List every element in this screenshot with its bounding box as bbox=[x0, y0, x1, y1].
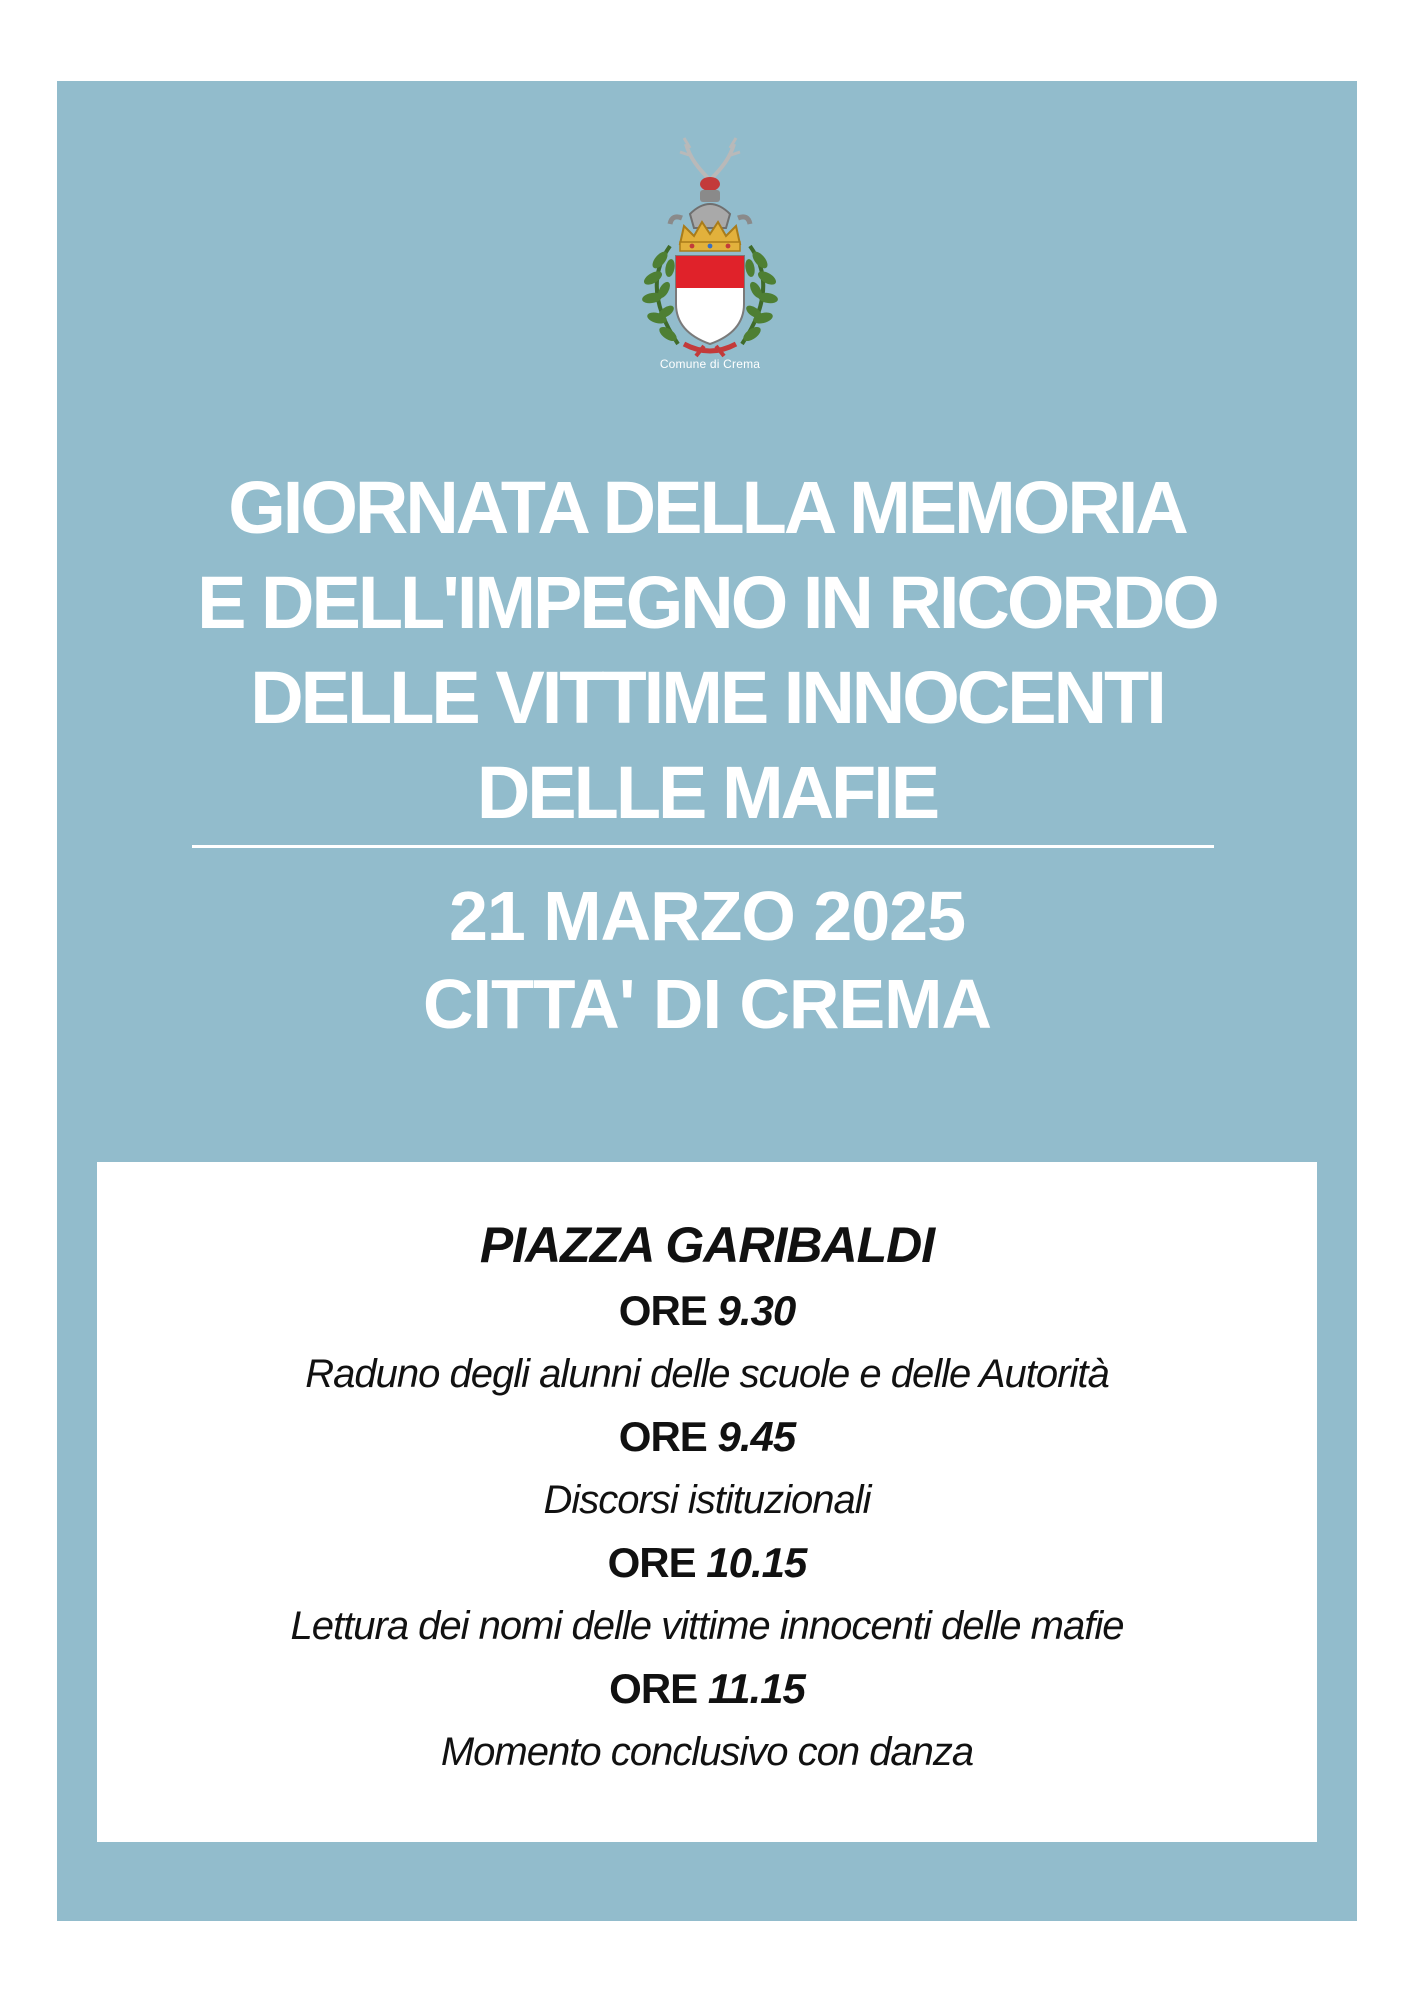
divider bbox=[192, 845, 1214, 848]
program-time bbox=[97, 1280, 1317, 1342]
time-prefix: ORE bbox=[618, 1413, 718, 1460]
time-value: 9.30 bbox=[717, 1287, 796, 1334]
program-description: Lettura dei nomi delle vittime innocenti delle mafie bbox=[290, 1604, 1124, 1648]
event-city: CITTA' DI CREMA bbox=[422, 965, 992, 1043]
program-time bbox=[97, 1532, 1317, 1594]
program-place: PIAZZA GARIBALDI bbox=[479, 1217, 935, 1273]
emblem-caption: Comune di Crema bbox=[659, 357, 761, 371]
program-box bbox=[97, 1162, 1317, 1842]
crema-coat-of-arms-icon bbox=[620, 118, 800, 368]
program-list bbox=[97, 1210, 1317, 1784]
time-value: 11.15 bbox=[707, 1665, 805, 1712]
program-description: Discorsi istituzionali bbox=[543, 1478, 871, 1522]
event-title bbox=[100, 460, 1314, 840]
time-value: 10.15 bbox=[706, 1539, 807, 1586]
title-line: DELLE MAFIE bbox=[476, 751, 938, 834]
program-time bbox=[97, 1406, 1317, 1468]
date-location bbox=[100, 872, 1314, 1048]
title-line: GIORNATA DELLA MEMORIA bbox=[228, 466, 1186, 549]
time-value: 9.45 bbox=[717, 1413, 796, 1460]
program-description: Momento conclusivo con danza bbox=[440, 1730, 974, 1774]
time-prefix: ORE bbox=[618, 1287, 718, 1334]
time-prefix: ORE bbox=[609, 1665, 708, 1712]
event-date: 21 MARZO 2025 bbox=[448, 877, 966, 955]
program-time bbox=[97, 1658, 1317, 1720]
title-line: DELLE VITTIME INNOCENTI bbox=[250, 656, 1164, 739]
title-line: E DELL'IMPEGNO IN RICORDO bbox=[197, 561, 1217, 644]
time-prefix: ORE bbox=[607, 1539, 707, 1586]
program-description: Raduno degli alunni delle scuole e delle Autorità bbox=[305, 1352, 1109, 1396]
